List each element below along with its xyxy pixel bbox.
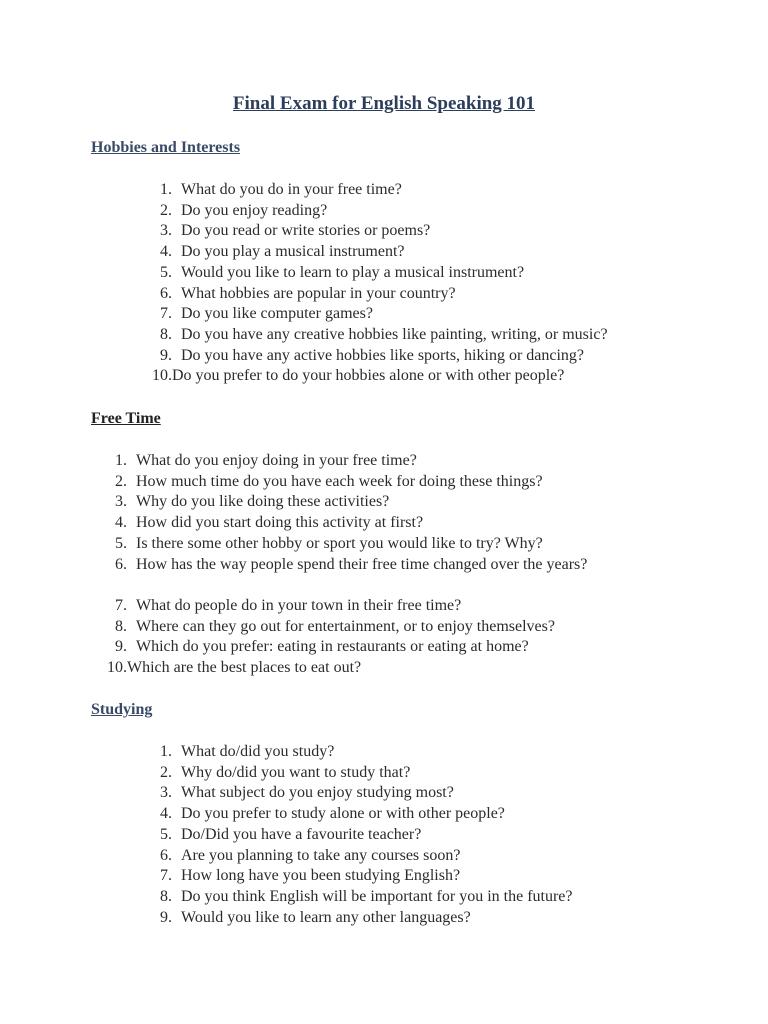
question-text: Which are the best places to eat out? <box>127 659 362 677</box>
question-text: Do you enjoy reading? <box>181 201 328 219</box>
section-heading-hobbies: Hobbies and Interests <box>91 139 241 156</box>
item-number: 3. <box>160 222 172 240</box>
item-number: 7. <box>160 305 172 323</box>
list-item <box>91 658 555 679</box>
item-number: 5. <box>160 263 172 281</box>
item-number: 7. <box>160 867 172 885</box>
item-number: 6. <box>160 284 172 302</box>
free-time-question-list-continued <box>91 596 555 679</box>
list-item <box>91 180 608 201</box>
item-number: 10. <box>152 367 172 385</box>
list-item <box>91 534 587 555</box>
question-text: How did you start doing this activity at first? <box>136 514 424 532</box>
question-text: Do you like computer games? <box>181 305 373 323</box>
item-number: 3. <box>115 493 127 511</box>
list-item <box>91 304 608 325</box>
question-text: Do you read or write stories or poems? <box>181 222 431 240</box>
list-item <box>91 804 573 825</box>
list-item <box>91 201 608 222</box>
question-text: Do you prefer to study alone or with other people? <box>181 805 505 823</box>
section-heading-studying: Studying <box>91 701 153 718</box>
list-item <box>91 596 555 617</box>
item-number: 5. <box>160 825 172 843</box>
list-item <box>91 887 573 908</box>
question-text: Are you planning to take any courses soon? <box>181 846 461 864</box>
item-number: 8. <box>160 887 172 905</box>
list-item <box>91 783 573 804</box>
question-text: How long have you been studying English? <box>181 867 461 885</box>
question-text: Would you like to learn to play a musical instrument? <box>181 263 525 281</box>
item-number: 1. <box>160 181 172 198</box>
list-item <box>91 263 608 284</box>
item-number: 2. <box>160 201 172 219</box>
question-text: What do people do in your town in their free time? <box>136 597 462 614</box>
question-text: What do you do in your free time? <box>181 181 402 198</box>
list-item <box>91 908 573 929</box>
item-number: 4. <box>160 805 172 823</box>
question-text: Do/Did you have a favourite teacher? <box>181 825 422 843</box>
list-item <box>91 242 608 263</box>
studying-question-list <box>91 742 573 928</box>
question-text: What do/did you study? <box>181 743 335 760</box>
item-number: 8. <box>115 617 127 635</box>
list-item <box>91 513 587 534</box>
item-number: 1. <box>115 452 127 469</box>
item-number: 4. <box>115 514 127 532</box>
item-number: 9. <box>160 346 172 364</box>
item-number: 1. <box>160 743 172 760</box>
list-item <box>91 825 573 846</box>
section-heading-free-time: Free Time <box>91 410 161 427</box>
list-item <box>91 221 608 242</box>
item-number: 10. <box>107 659 127 677</box>
list-item <box>91 325 608 346</box>
question-text: Do you play a musical instrument? <box>181 243 405 261</box>
question-text: Why do/did you want to study that? <box>181 763 411 781</box>
list-item <box>91 866 573 887</box>
question-text: What do you enjoy doing in your free time? <box>136 452 417 469</box>
item-number: 9. <box>160 908 172 926</box>
question-text: Do you have any active hobbies like sports, hiking or dancing? <box>181 346 585 364</box>
item-number: 2. <box>115 472 127 490</box>
list-item <box>91 346 608 367</box>
list-item <box>91 617 555 638</box>
item-number: 4. <box>160 243 172 261</box>
question-text: How much time do you have each week for doing these things? <box>136 472 543 490</box>
item-number: 5. <box>115 534 127 552</box>
question-text: Do you think English will be important for you in the future? <box>181 887 573 905</box>
page-title: Final Exam for English Speaking 101 <box>232 93 536 114</box>
list-item <box>91 492 587 513</box>
item-number: 6. <box>115 555 127 573</box>
list-item <box>91 472 587 493</box>
item-number: 9. <box>115 638 127 656</box>
hobbies-question-list <box>91 180 608 387</box>
question-text: Would you like to learn any other languages? <box>181 908 471 926</box>
question-text: What subject do you enjoy studying most? <box>181 784 454 802</box>
question-text: Is there some other hobby or sport you would like to try? Why? <box>136 534 543 552</box>
free-time-question-list <box>91 451 587 575</box>
item-number: 8. <box>160 325 172 343</box>
item-number: 7. <box>115 597 127 614</box>
question-text: Do you have any creative hobbies like painting, writing, or music? <box>181 325 608 343</box>
list-item <box>91 451 587 472</box>
list-item <box>91 637 555 658</box>
list-item <box>91 284 608 305</box>
question-text: How has the way people spend their free time changed over the years? <box>136 555 588 573</box>
question-text: Do you prefer to do your hobbies alone or with other people? <box>172 367 565 385</box>
list-item <box>91 555 587 576</box>
list-item <box>91 846 573 867</box>
question-text: Where can they go out for entertainment, or to enjoy themselves? <box>136 617 555 635</box>
item-number: 2. <box>160 763 172 781</box>
list-item <box>91 742 573 763</box>
list-item <box>91 366 608 387</box>
question-text: What hobbies are popular in your country? <box>181 284 456 302</box>
item-number: 6. <box>160 846 172 864</box>
list-item <box>91 763 573 784</box>
question-text: Why do you like doing these activities? <box>136 493 390 511</box>
question-text: Which do you prefer: eating in restaurants or eating at home? <box>136 638 529 656</box>
item-number: 3. <box>160 784 172 802</box>
